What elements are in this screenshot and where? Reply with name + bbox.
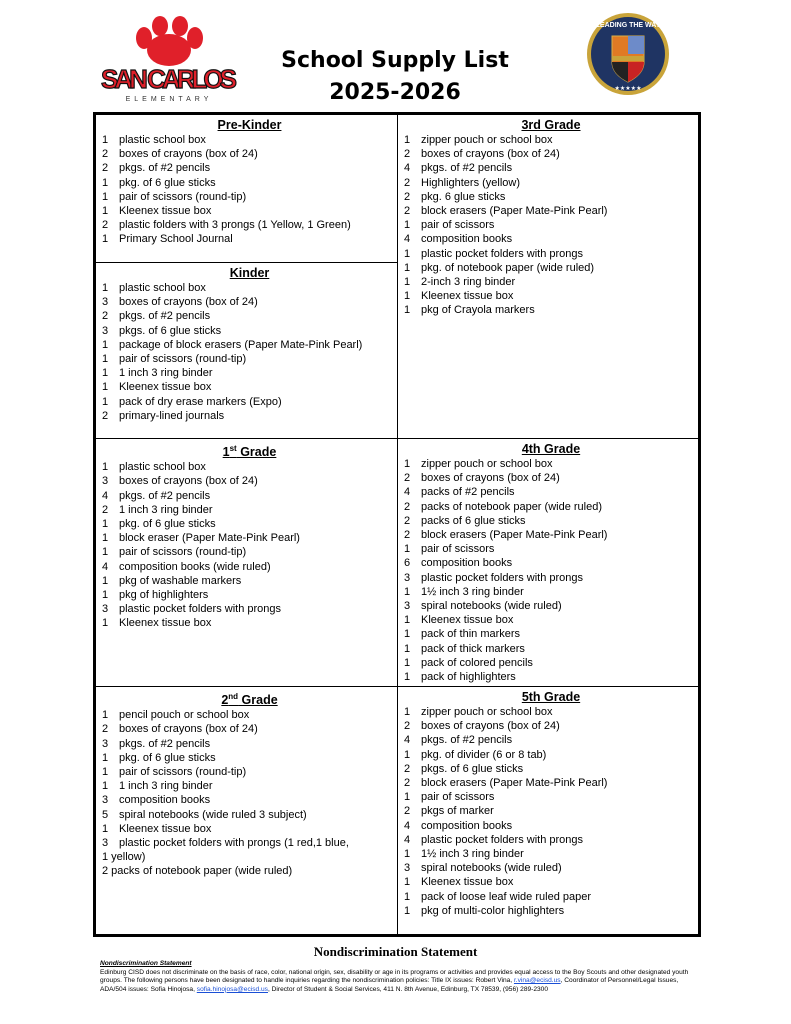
- item-name: 1½ inch 3 ring binder: [421, 848, 524, 861]
- item-quantity: 1: [404, 642, 411, 655]
- svg-text:ELEMENTARY: ELEMENTARY: [125, 96, 213, 103]
- list-item: [404, 748, 698, 762]
- item-quantity: 1: [102, 588, 109, 601]
- section-title: Kinder: [229, 266, 270, 280]
- list-item: [102, 366, 397, 380]
- item-quantity: 3: [102, 324, 109, 337]
- list-item: [404, 833, 698, 847]
- nondiscrimination-heading: Nondiscrimination Statement: [313, 944, 478, 959]
- item-quantity: 3: [404, 600, 411, 613]
- item-quantity: 1: [102, 517, 109, 530]
- list-item: [404, 613, 698, 627]
- item-quantity: 6: [404, 557, 411, 570]
- item-quantity: 2: [404, 500, 411, 513]
- item-quantity: 1: [404, 706, 411, 718]
- item-quantity: 1: [404, 614, 411, 627]
- item-name: plastic folders with 3 prongs (1 Yellow, 1 Green): [119, 219, 351, 232]
- item-name: plastic school box: [119, 461, 206, 474]
- item-quantity: 4: [102, 489, 109, 502]
- item-quantity: 1: [102, 395, 109, 408]
- item-name: packs of 6 glue sticks: [421, 514, 526, 527]
- list-item: [102, 531, 397, 545]
- list-item: [102, 489, 397, 503]
- item-quantity: 3: [102, 737, 109, 750]
- item-name: pair of scissors (round-tip): [119, 546, 247, 559]
- list-item: [102, 161, 397, 175]
- list-item: [102, 808, 397, 822]
- item-quantity: 1: [404, 247, 411, 260]
- item-name: plastic school box: [119, 134, 206, 146]
- list-item: [102, 395, 397, 409]
- statement-text: , Director of Student & Social Services, 411 N. 8th Avenue, Edinburg, TX 78539, (956) 289-2300: [267, 985, 549, 993]
- item-name: plastic pocket folders with prongs (1 red,1 blue,: [119, 836, 349, 849]
- nondiscrimination-statement: [100, 960, 700, 994]
- list-item: [404, 776, 698, 790]
- item-quantity: 4: [404, 833, 411, 846]
- list-item: [102, 352, 397, 366]
- item-name: packs of notebook paper (wide ruled): [421, 500, 602, 513]
- section-title: 2nd Grade: [221, 692, 278, 708]
- item-quantity: 1: [102, 134, 109, 146]
- item-name: composition books (wide ruled): [119, 560, 271, 573]
- list-item: [102, 232, 397, 246]
- list-item: [404, 585, 698, 599]
- item-name: Kleenex tissue box: [119, 381, 212, 394]
- item-name: pkg of highlighters: [119, 588, 209, 601]
- item-name: pair of scissors (round-tip): [119, 765, 247, 778]
- item-name: pkg. of 6 glue sticks: [119, 176, 216, 189]
- list-item: [404, 890, 698, 904]
- list-item: [404, 875, 698, 889]
- list-item: [102, 295, 397, 309]
- item-quantity: 2: [404, 777, 411, 790]
- list-item: [102, 147, 397, 161]
- item-quantity: 1: [102, 338, 109, 351]
- item-name: plastic school box: [119, 282, 206, 294]
- item-name: package of block erasers (Paper Mate-Pink Pearl): [119, 338, 363, 351]
- item-name: boxes of crayons (box of 24): [119, 475, 258, 488]
- item-quantity: 1: [404, 628, 411, 641]
- item-name: Kleenex tissue box: [119, 822, 212, 835]
- item-name: pkgs. of #2 pencils: [119, 737, 211, 750]
- item-quantity: 1: [102, 190, 109, 203]
- list-item: [404, 500, 698, 514]
- item-quantity: 3: [102, 836, 109, 849]
- list-item: [102, 737, 397, 751]
- item-quantity: 1: [404, 904, 411, 917]
- section-5th-grade: [397, 686, 699, 935]
- list-item: [404, 190, 698, 204]
- section-4th-grade: [397, 438, 699, 687]
- list-item: [404, 204, 698, 218]
- item-quantity: 3: [102, 296, 109, 309]
- item-name: pack of thin markers: [421, 628, 521, 641]
- item-name: pair of scissors: [421, 791, 495, 804]
- list-item: [404, 247, 698, 261]
- item-quantity: 1: [102, 233, 109, 246]
- list-item: [404, 528, 698, 542]
- item-quantity: 1: [404, 890, 411, 903]
- item-name: pkg. of 6 glue sticks: [119, 517, 216, 530]
- list-item: [404, 719, 698, 733]
- item-quantity: 2: [404, 205, 411, 218]
- list-item: [404, 485, 698, 499]
- list-item: [404, 161, 698, 175]
- item-quantity: 3: [404, 862, 411, 875]
- item-name: pkg. of divider (6 or 8 tab): [421, 748, 547, 761]
- item-quantity: 4: [102, 560, 109, 573]
- item-quantity: 1: [102, 282, 109, 294]
- item-name: 2-inch 3 ring binder: [421, 276, 516, 289]
- item-quantity: 1: [404, 276, 411, 289]
- item-quantity: 1: [102, 765, 109, 778]
- item-name: pkgs. of #2 pencils: [119, 310, 211, 323]
- list-item: [102, 309, 397, 323]
- item-name: Kleenex tissue box: [421, 290, 514, 303]
- statement-text: , Coordinator of Personnel/Legal Issues, ADA/504 issues: Sofia Hinojosa,: [100, 977, 679, 993]
- section-title: 3rd Grade: [521, 118, 581, 132]
- list-item: [102, 176, 397, 190]
- svg-text:SAN CARLOS: SAN CARLOS: [101, 64, 237, 94]
- section-1st-grade: [95, 438, 398, 687]
- item-name: zipper pouch or school box: [421, 706, 553, 718]
- list-item: [404, 457, 698, 471]
- item-quantity: 1: [102, 532, 109, 545]
- item-name: 1½ inch 3 ring binder: [421, 585, 524, 598]
- list-item: [404, 847, 698, 861]
- item-quantity: 1: [404, 304, 411, 317]
- item-quantity: 5: [102, 808, 109, 821]
- item-name: pkgs. of #2 pencils: [421, 162, 513, 175]
- item-quantity: 1: [102, 617, 109, 630]
- list-item: [404, 232, 698, 246]
- item-name: block eraser (Paper Mate-Pink Pearl): [119, 532, 300, 545]
- item-name: composition books: [421, 557, 513, 570]
- item-name: pkg. of 6 glue sticks: [119, 751, 216, 764]
- item-name: pkg of washable markers: [119, 574, 242, 587]
- item-quantity: 4: [404, 734, 411, 747]
- item-quantity: 2: [404, 514, 411, 527]
- item-quantity: 1: [102, 546, 109, 559]
- item-quantity: 1: [404, 219, 411, 232]
- item-quantity: 2: [404, 805, 411, 818]
- list-item: [102, 281, 397, 295]
- san-carlos-logo: [98, 16, 240, 104]
- item-name: boxes of crayons (box of 24): [421, 472, 560, 485]
- item-name: Kleenex tissue box: [421, 614, 514, 627]
- item-quantity: 1: [404, 543, 411, 556]
- item-quantity: 2: [102, 148, 109, 161]
- item-quantity: 1: [404, 848, 411, 861]
- item-quantity: 2: [102, 310, 109, 323]
- item-quantity: 1: [102, 574, 109, 587]
- item-quantity: 1: [404, 748, 411, 761]
- item-name: pair of scissors: [421, 543, 495, 556]
- list-item: [102, 751, 397, 765]
- item-quantity: 1: [404, 585, 411, 598]
- item-name: pkgs. of #2 pencils: [119, 489, 211, 502]
- item-quantity: 4: [404, 819, 411, 832]
- item-quantity: 3: [102, 603, 109, 616]
- item-quantity: 2: [404, 148, 411, 161]
- section-kinder: [95, 262, 398, 439]
- list-item: [404, 804, 698, 818]
- list-item: [404, 556, 698, 570]
- item-quantity: 1: [102, 709, 109, 722]
- section-title: 5th Grade: [521, 690, 581, 704]
- item-name: composition books: [421, 233, 513, 246]
- item-name: pkgs. of 6 glue sticks: [119, 324, 222, 337]
- list-item: [102, 708, 397, 722]
- list-item: [404, 627, 698, 641]
- list-item: [404, 218, 698, 232]
- list-item: [102, 779, 397, 793]
- list-item: [404, 471, 698, 485]
- list-item: [404, 656, 698, 670]
- item-quantity: 1: [404, 671, 411, 684]
- item-quantity: 1: [404, 458, 411, 470]
- list-item: [102, 474, 397, 488]
- list-item: [404, 904, 698, 918]
- item-quantity: 2: [102, 723, 109, 736]
- item-name: plastic pocket folders with prongs: [119, 603, 282, 616]
- section-title: 4th Grade: [521, 442, 581, 456]
- item-quantity: 2: [102, 503, 109, 516]
- item-name: composition books: [119, 794, 211, 807]
- item-name: boxes of crayons (box of 24): [421, 720, 560, 733]
- list-item: [102, 517, 397, 531]
- list-item: [102, 324, 397, 338]
- svg-text:★★★★★: ★★★★★: [614, 86, 642, 92]
- edinburg-cisd-seal: [586, 12, 670, 96]
- item-name: 1 inch 3 ring binder: [119, 780, 213, 793]
- item-name: pair of scissors (round-tip): [119, 190, 247, 203]
- item-quantity: 4: [404, 233, 411, 246]
- item-name: pkg. of notebook paper (wide ruled): [421, 261, 595, 274]
- item-name: plastic pocket folders with prongs: [421, 833, 584, 846]
- list-item: [404, 790, 698, 804]
- list-item: [404, 670, 698, 684]
- item-quantity: 1: [404, 261, 411, 274]
- item-name: packs of #2 pencils: [421, 486, 515, 499]
- item-name: boxes of crayons (box of 24): [119, 148, 258, 161]
- list-item: [404, 275, 698, 289]
- item-quantity: 2: [102, 162, 109, 175]
- item-name: spiral notebooks (wide ruled 3 subject): [119, 808, 307, 821]
- item-name: Highlighters (yellow): [421, 176, 521, 189]
- list-item: [404, 861, 698, 875]
- item-name: Primary School Journal: [119, 233, 233, 246]
- item-name: block erasers (Paper Mate-Pink Pearl): [421, 529, 608, 542]
- list-item: [102, 616, 397, 630]
- list-item: [102, 204, 397, 218]
- item-name: Kleenex tissue box: [119, 205, 212, 218]
- section-pre-kinder: [95, 114, 398, 263]
- item-quantity: 1: [102, 367, 109, 380]
- list-item: [102, 722, 397, 736]
- list-item: [102, 409, 397, 423]
- item-quantity: 1: [404, 791, 411, 804]
- list-item: [404, 819, 698, 833]
- list-item: [102, 574, 397, 588]
- item-name: pair of scissors: [421, 219, 495, 232]
- item-name: pack of dry erase markers (Expo): [119, 395, 282, 408]
- list-item: [102, 338, 397, 352]
- list-item: [404, 261, 698, 275]
- item-quantity: 1: [404, 134, 411, 146]
- svg-text:LEADING THE WAY: LEADING THE WAY: [595, 22, 661, 29]
- item-quantity: 2: [404, 720, 411, 733]
- item-name: pack of colored pencils: [421, 656, 533, 669]
- item-name: 1 inch 3 ring binder: [119, 367, 213, 380]
- item-quantity: 2: [404, 529, 411, 542]
- list-item: 2 packs of notebook paper (wide ruled): [102, 865, 293, 878]
- section-3rd-grade: [397, 114, 699, 439]
- item-name: zipper pouch or school box: [421, 134, 553, 146]
- list-item-wrap: 1 yellow): [102, 851, 146, 864]
- section-2nd-grade: [95, 686, 398, 935]
- list-item: [102, 218, 397, 232]
- list-item: [102, 836, 397, 850]
- item-quantity: 1: [404, 290, 411, 303]
- item-quantity: 1: [102, 176, 109, 189]
- item-name: pkgs of marker: [421, 805, 494, 818]
- item-quantity: 1: [102, 461, 109, 474]
- item-name: block erasers (Paper Mate-Pink Pearl): [421, 777, 608, 790]
- statement-subtitle: Nondiscrimination Statement: [100, 960, 192, 967]
- list-item: [102, 822, 397, 836]
- list-item: [102, 460, 397, 474]
- list-item: [102, 545, 397, 559]
- item-name: plastic pocket folders with prongs: [421, 571, 584, 584]
- list-item: [404, 514, 698, 528]
- item-name: pack of loose leaf wide ruled paper: [421, 890, 591, 903]
- item-quantity: 1: [102, 381, 109, 394]
- item-name: pkgs. of #2 pencils: [119, 162, 211, 175]
- list-item: [404, 571, 698, 585]
- item-quantity: 3: [102, 475, 109, 488]
- list-item: [404, 542, 698, 556]
- list-item: [102, 560, 397, 574]
- item-quantity: 1: [102, 780, 109, 793]
- item-quantity: 3: [102, 794, 109, 807]
- section-title: Pre-Kinder: [217, 118, 282, 132]
- item-name: boxes of crayons (box of 24): [119, 723, 258, 736]
- list-item: [102, 793, 397, 807]
- list-item: [404, 642, 698, 656]
- item-quantity: 1: [102, 353, 109, 366]
- email-link-vina[interactable]: r.vina@ecisd.us: [513, 977, 561, 985]
- item-name: boxes of crayons (box of 24): [119, 296, 258, 309]
- item-name: Kleenex tissue box: [119, 617, 212, 630]
- item-name: spiral notebooks (wide ruled): [421, 600, 562, 613]
- item-name: composition books: [421, 819, 513, 832]
- item-quantity: 4: [404, 162, 411, 175]
- item-name: pkgs. of #2 pencils: [421, 734, 513, 747]
- item-quantity: 2: [102, 219, 109, 232]
- item-quantity: 1: [404, 876, 411, 889]
- list-item: [102, 190, 397, 204]
- item-name: pkg of Crayola markers: [421, 304, 535, 317]
- item-quantity: 1: [404, 656, 411, 669]
- item-quantity: 2: [404, 472, 411, 485]
- item-name: pkgs. of 6 glue sticks: [421, 762, 524, 775]
- list-item: [404, 733, 698, 747]
- item-quantity: 2: [404, 190, 411, 203]
- list-item: [404, 289, 698, 303]
- item-quantity: 1: [102, 205, 109, 218]
- item-quantity: 1: [102, 751, 109, 764]
- list-item: [404, 762, 698, 776]
- item-name: plastic pocket folders with prongs: [421, 247, 584, 260]
- item-name: Kleenex tissue box: [421, 876, 514, 889]
- list-item: [102, 588, 397, 602]
- section-title: 1st Grade: [222, 444, 277, 460]
- item-name: 1 inch 3 ring binder: [119, 503, 213, 516]
- item-quantity: 4: [404, 486, 411, 499]
- list-item: [404, 147, 698, 161]
- email-link-hinojosa[interactable]: sofia.hinojosa@ecisd.us: [196, 985, 268, 993]
- item-name: primary-lined journals: [119, 409, 225, 422]
- item-name: pack of highlighters: [421, 671, 516, 684]
- list-item: [102, 765, 397, 779]
- item-name: pair of scissors (round-tip): [119, 353, 247, 366]
- item-name: block erasers (Paper Mate-Pink Pearl): [421, 205, 608, 218]
- supply-grid: [93, 112, 701, 937]
- list-item: [102, 602, 397, 616]
- item-name: spiral notebooks (wide ruled): [421, 862, 562, 875]
- item-name: pencil pouch or school box: [119, 709, 250, 722]
- item-name: zipper pouch or school box: [421, 458, 553, 470]
- list-item: [404, 176, 698, 190]
- item-quantity: 2: [404, 762, 411, 775]
- item-name: pkg. 6 glue sticks: [421, 190, 506, 203]
- item-quantity: 1: [102, 822, 109, 835]
- list-item: [404, 303, 698, 317]
- list-item: [102, 133, 397, 147]
- list-item: [404, 705, 698, 719]
- list-item: [404, 133, 698, 147]
- item-quantity: 2: [102, 409, 109, 422]
- item-quantity: 2: [404, 176, 411, 189]
- list-item: [102, 380, 397, 394]
- item-name: pack of thick markers: [421, 642, 525, 655]
- item-name: pkg of multi-color highlighters: [421, 904, 565, 917]
- item-quantity: 3: [404, 571, 411, 584]
- statement-text: Edinburg CISD does not discriminate on the basis of race, color, national origin, sex, disability or age in its programs or activities and provides equal access to the Boy Scouts and other designated youth groups. The following persons have been designated to handle inquiries regarding the nondiscrimination policies: Title IX issues: Robert Vina,: [100, 968, 689, 985]
- school-year: 2025-2026: [329, 80, 461, 105]
- list-item: [102, 503, 397, 517]
- list-item: [404, 599, 698, 613]
- page-title: School Supply List: [281, 48, 509, 73]
- item-name: boxes of crayons (box of 24): [421, 148, 560, 161]
